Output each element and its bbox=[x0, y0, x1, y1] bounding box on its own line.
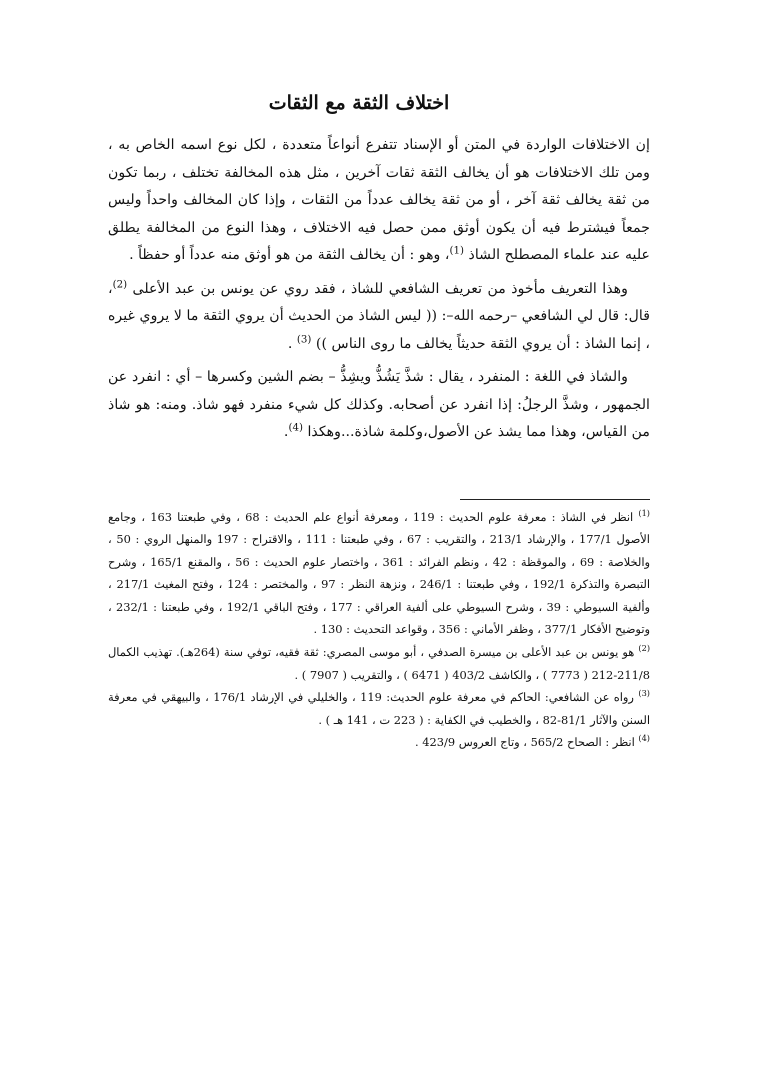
footnote-number: (2) bbox=[638, 643, 651, 654]
footnote-1 bbox=[108, 506, 650, 642]
footnote-number: (3) bbox=[638, 688, 650, 699]
paragraph-2 bbox=[108, 276, 650, 359]
footnote-3 bbox=[108, 686, 650, 731]
page-title: اختلاف الثقة مع الثقات bbox=[268, 92, 450, 114]
footnote-2 bbox=[108, 641, 650, 686]
footnote-separator bbox=[460, 499, 650, 500]
footnote-text: هو يونس بن عبد الأعلى بن ميسرة الصدفي ، أبو موسى المصري: ثقة فقيه، توفي سنة (264هـ). تهذيب الكمال 211/8-212 ( 7773 ) ، والكاشف 403/2 ( 6471 ) ، والتقريب ( 7907 ) . bbox=[108, 645, 650, 682]
footnote-text: انظر في الشاذ : معرفة علوم الحديث : 119 ، ومعرفة أنواع علم الحديث : 68 ، وفي طبعتنا 163 ، وجامع الأصول 177/1 ، والإرشاد 213/1 ، والتقريب : 67 ، وفي طبعتنا : 111 ، والاقتراح : 197 والمنهل الروي : 50 ، والخلاصة : 69 ، والموقظة : 42 ، ونظم الفرائد : 361 ، واختصار علوم الحديث : 56 ، والمقنع 165/1 ، وشرح التبصرة والتذكرة 192/1 ، وفي طبعتنا : 246/1 ، ونزهة النظر : 97 ، والمختصر : 124 ، وفتح المغيث 217/1 ، وألفية السيوطي : 39 ، وشرح السيوطي على ألفية العراقي : 177 ، وفتح الباقي 192/1 ، وفي طبعتنا : 232/1 ، وتوضيح الأفكار 377/1 ، وظفر الأماني : 356 ، وقواعد التحديث : 130 . bbox=[108, 509, 651, 637]
footnote-text: رواه عن الشافعي: الحاكم في معرفة علوم الحديث: 119 ، والخليلي في الإرشاد 176/1 ، والبيهقي في معرفة السنن والآثار 81/1-82 ، والخطيب في الكفاية : ( 223 ت ، 141 هـ ) . bbox=[108, 690, 650, 727]
footnote-number: (1) bbox=[638, 507, 650, 518]
paragraph-text: . bbox=[287, 335, 297, 352]
footnote-marker-1: (1) bbox=[449, 245, 465, 257]
footnote-marker-4: (4) bbox=[288, 422, 303, 434]
footnote-4 bbox=[108, 731, 650, 754]
footnote-text: انظر : الصحاح 565/2 ، وتاج العروس 423/9 . bbox=[415, 735, 635, 750]
footnote-marker-3: (3) bbox=[296, 333, 312, 345]
paragraph-1 bbox=[108, 132, 650, 270]
paragraph-text: ، قال: قال لي الشافعي –رحمه الله–: (( ليس الشاذ من الحديث أن يروي الثقة ما لا يروي غيره ، إنما الشاذ : أن يروي الثقة حديثاً يخالف ما روى الناس )) bbox=[108, 280, 650, 352]
footnote-number: (4) bbox=[638, 733, 650, 744]
paragraph-text: والشاذ في اللغة : المنفرد ، يقال : شذَّ يَشُذُّ ويشِذُّ – بضم الشين وكسرها – أي : انفرد عن الجمهور ، وشذَّ الرجلُ: إذا انفرد عن أصحابه. وكذلك كل شيء منفرد فهو شاذ. ومنه: هو شاذ من القياس، وهذا مما يشذ عن الأصول،وكلمة شاذة...وهكذا bbox=[108, 369, 650, 440]
main-text bbox=[108, 132, 650, 447]
footnote-marker-2: (2) bbox=[112, 278, 128, 290]
paragraph-text: إن الاختلافات الواردة في المتن أو الإسناد تتفرع أنواعاً متعددة ، لكل نوع اسمه الخاص به ، ومن تلك الاختلافات هو أن يخالف الثقة ثقات آخرين ، مثل هذه المخالفة تختلف ، ربما تكون من ثقة يخالف ثقة آخر ، أو من ثقة يخالف عدداً من الثقات ، وإذا كان المخالف واحداً وليس جمعاً فيشترط فيه أن يكون أوثق ممن حصل فيه الاختلاف ، وهذا النوع من المخالفة يطلق عليه عند علماء المصطلح الشاذ bbox=[108, 137, 650, 263]
paragraph-text: . bbox=[283, 424, 289, 440]
paragraph-text: وهذا التعريف مأخوذ من تعريف الشافعي للشاذ ، فقد روي عن يونس بن عبد الأعلى bbox=[127, 280, 628, 297]
paragraph-3 bbox=[108, 364, 650, 447]
paragraph-text: ، وهو : أن يخالف الثقة من هو أوثق منه عدداً أو حفظاً . bbox=[129, 247, 450, 263]
footnotes bbox=[108, 506, 650, 755]
